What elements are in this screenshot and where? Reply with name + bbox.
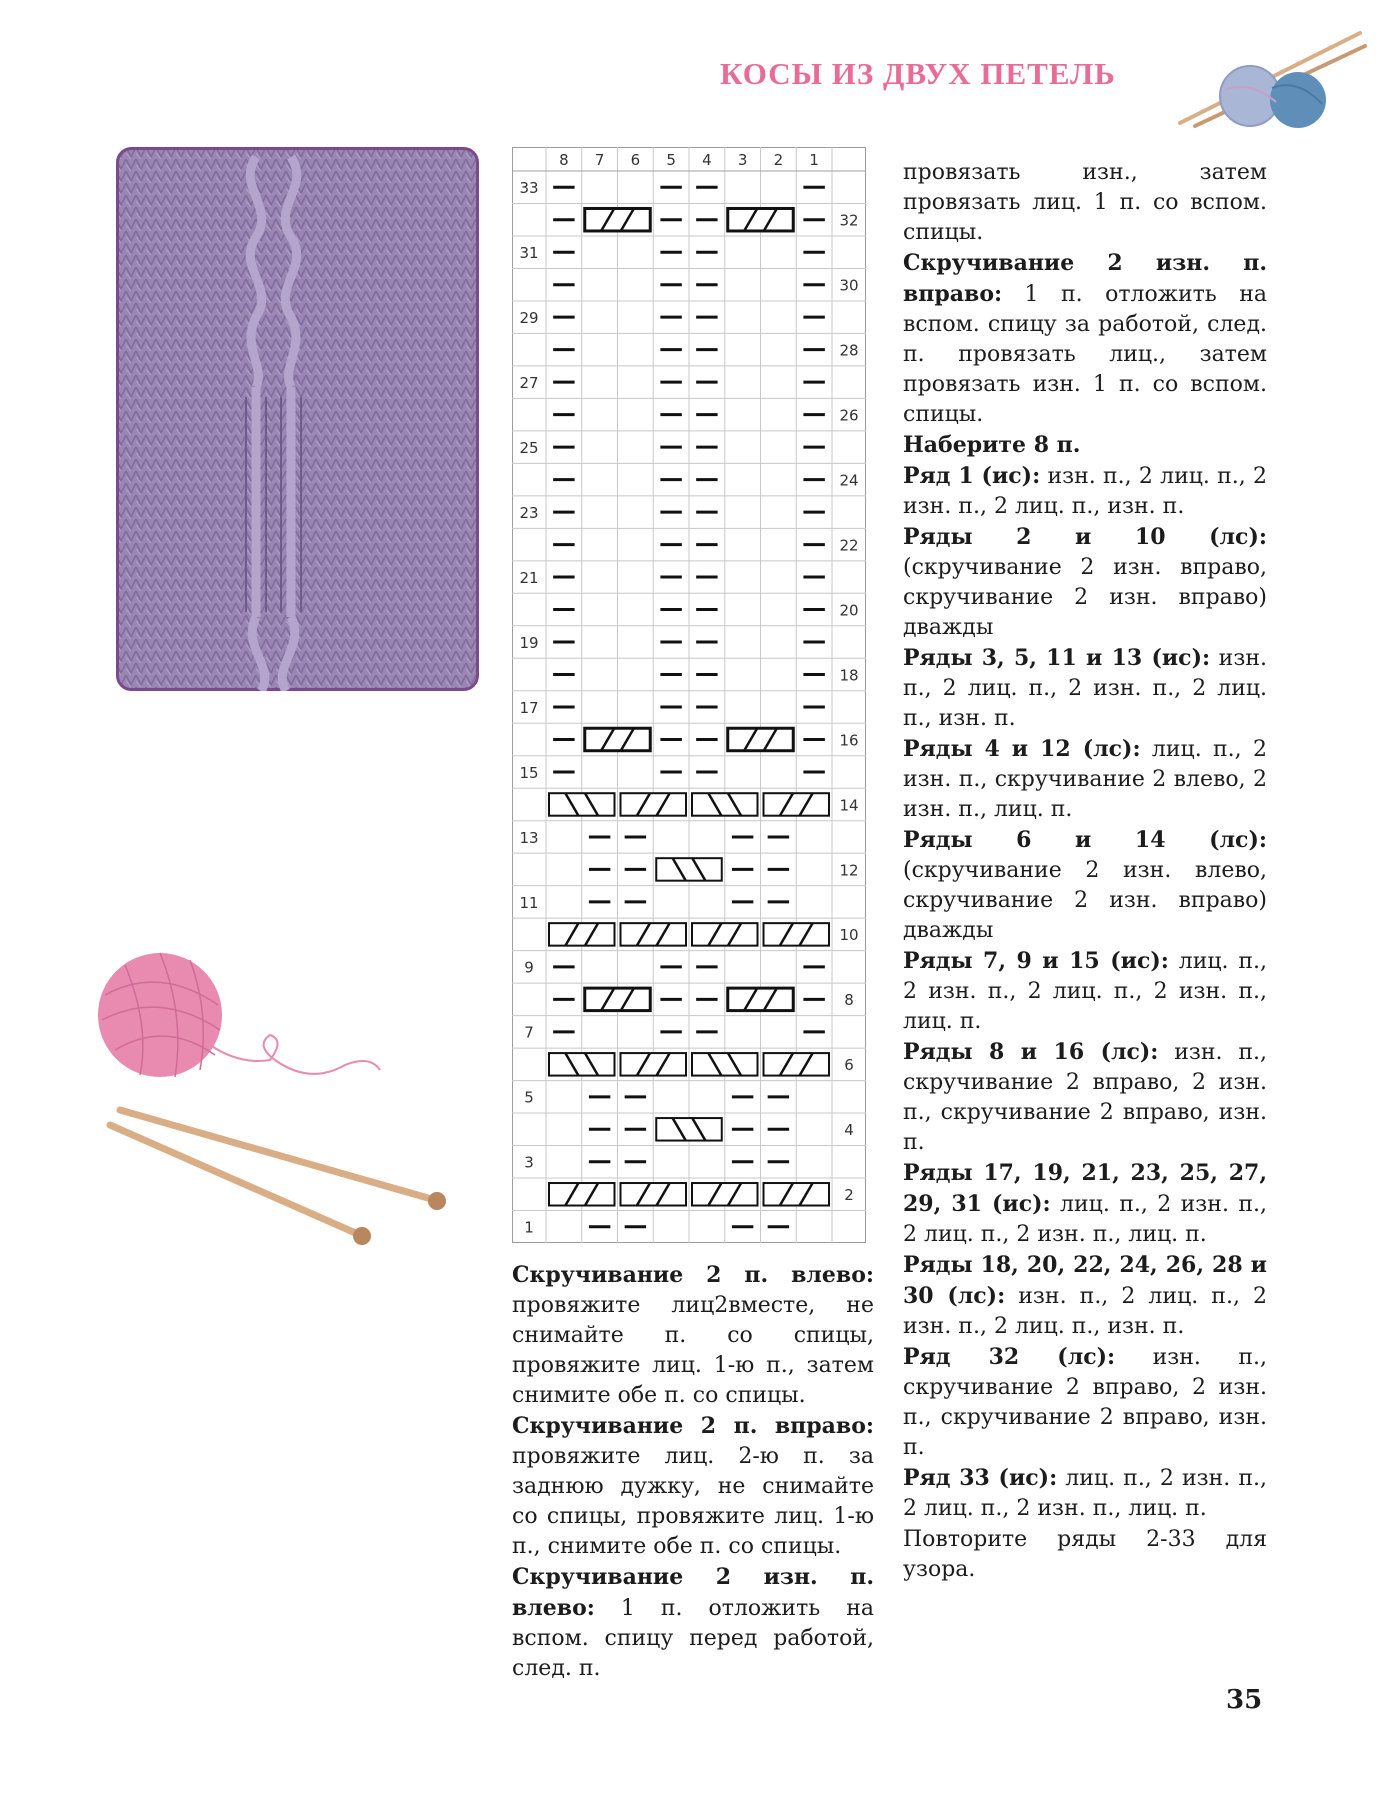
paragraph-rows-7-15: Ряды 7, 9 и 15 (ис): лиц. п., 2 изн. п., 2 лиц. п., 2 изн. п., лиц. п. [903, 948, 1267, 1034]
paragraph-purl-twist-left: Скручивание 2 изн. п. влево: 1 п. отложить на вспом. спицу перед работой, след. п. [512, 1564, 874, 1681]
page-number: 35 [1226, 1685, 1263, 1715]
twist-symbol [692, 793, 758, 815]
chart-row-number: 4 [844, 1121, 854, 1140]
chart-row-number: 15 [519, 763, 539, 782]
chart-row-number: 19 [519, 633, 539, 652]
chart-row-number: 17 [519, 698, 539, 717]
chart-row-number: 23 [519, 503, 539, 522]
chart-column-number: 4 [702, 151, 712, 169]
chart-row-number: 29 [519, 309, 539, 328]
chart-row-number: 26 [839, 406, 859, 425]
chart-row-number: 25 [519, 438, 539, 457]
twist-symbol [728, 208, 794, 230]
chart-column-number: 3 [737, 151, 748, 169]
paragraph-rows-18-30: Ряды 18, 20, 22, 24, 26, 28 и 30 (лс): изн. п., 2 лиц. п., 2 изн. п., 2 лиц. п., изн. п. [903, 1252, 1267, 1339]
right-text-column [903, 157, 1267, 1585]
twist-symbol [656, 1118, 722, 1140]
paragraph-repeat: Повторите ряды 2-33 для узора. [903, 1527, 1267, 1582]
knit-swatch-photo [116, 147, 479, 691]
paragraph-rows-6-14: Ряды 6 и 14 (лс): (скручивание 2 изн. влево, скручивание 2 изн. вправо) дважды [903, 827, 1267, 943]
chart-row-number: 14 [839, 796, 859, 815]
twist-symbol [585, 988, 651, 1010]
chart-row-number: 10 [839, 926, 859, 945]
paragraph-twist-right: Скручивание 2 п. вправо: провяжите лиц. 2-ю п. за заднюю дужку, не снимайте со спицы, провяжите лиц. 1-ю п., снимите обе п. со спицы. [512, 1413, 874, 1559]
chart-row-number: 20 [839, 601, 859, 620]
twist-symbol [764, 923, 830, 945]
chart-row-number: 33 [519, 179, 539, 198]
twist-symbol [621, 923, 687, 945]
twist-symbol [549, 793, 615, 815]
twist-symbol [585, 208, 651, 230]
twist-symbol [692, 923, 758, 945]
chart-row-number: 32 [839, 211, 859, 230]
twist-symbol [764, 1183, 830, 1205]
chart-row-number: 22 [839, 536, 859, 555]
chart-row-number: 12 [839, 861, 859, 880]
chart-column-number: 7 [594, 151, 605, 169]
paragraph-cast-on: Наберите 8 п. [903, 432, 1081, 458]
paragraph-row-32: Ряд 32 (лс): изн. п., скручивание 2 вправо, 2 изн. п., скручивание 2 вправо, изн. п. [903, 1344, 1267, 1460]
chart-row-number: 28 [839, 341, 859, 360]
paragraph-row-1: Ряд 1 (ис): изн. п., 2 лиц. п., 2 изн. п., 2 лиц. п., изн. п. [903, 463, 1267, 519]
twist-symbol [692, 1053, 758, 1075]
paragraph-continuation: провязать изн., затем провязать лиц. 1 п. со вспом. спицы. [903, 160, 1267, 245]
paragraph-rows-2-10: Ряды 2 и 10 (лс): (скручивание 2 изн. вправо, скручивание 2 изн. вправо) дважды [903, 524, 1267, 640]
chart-row-number: 8 [844, 991, 854, 1010]
paragraph-rows-4-12: Ряды 4 и 12 (лс): лиц. п., 2 изн. п., скручивание 2 влево, 2 изн. п., лиц. п. [903, 736, 1267, 822]
twist-symbol [764, 1053, 830, 1075]
pink-yarn-ball-with-needles-icon [80, 935, 460, 1255]
chart-row-number: 6 [844, 1056, 854, 1075]
chart-row-number: 30 [839, 276, 859, 295]
paragraph-row-33: Ряд 33 (ис): лиц. п., 2 изн. п., 2 лиц. п., 2 изн. п., лиц. п. [903, 1465, 1268, 1521]
paragraph-purl-twist-right: Скручивание 2 изн. п. вправо: 1 п. отложить на вспом. спицу за работой, след. п. провязать лиц., затем провязать изн. 1 п. со вспом. спицы. [903, 250, 1267, 427]
chart-row-number: 7 [524, 1023, 534, 1042]
chart-row-number: 2 [844, 1186, 854, 1205]
twist-symbol [549, 1053, 615, 1075]
twist-symbol [549, 1183, 615, 1205]
chart-column-number: 2 [773, 151, 784, 169]
chart-row-number: 16 [839, 731, 859, 750]
twist-symbol [728, 988, 794, 1010]
knitting-chart [512, 147, 866, 1243]
paragraph-twist-left: Скручивание 2 п. влево: провяжите лиц2вместе, не снимайте п. со спицы, провяжите лиц. 1-ю п., затем снимите обе п. со спицы. [512, 1262, 874, 1408]
chart-row-number: 24 [839, 471, 859, 490]
twist-symbol [585, 728, 651, 750]
left-text-column [512, 1260, 874, 1684]
yarn-balls-icon [1170, 18, 1370, 128]
twist-symbol [621, 1053, 687, 1075]
twist-symbol [764, 793, 830, 815]
twist-symbol [656, 858, 722, 880]
twist-symbol [549, 923, 615, 945]
chart-row-number: 27 [519, 373, 539, 392]
paragraph-rows-17-31: Ряды 17, 19, 21, 23, 25, 27, 29, 31 (ис): лиц. п., 2 изн. п., 2 лиц. п., 2 изн. п., лиц. п. [903, 1160, 1267, 1247]
chart-row-number: 5 [524, 1088, 534, 1107]
twist-symbol [728, 728, 794, 750]
page-title: КОСЫ ИЗ ДВУХ ПЕТЕЛЬ [720, 56, 1116, 91]
chart-row-number: 18 [839, 666, 859, 685]
chart-row-number: 11 [519, 893, 539, 912]
chart-row-number: 31 [519, 244, 539, 263]
paragraph-rows-8-16: Ряды 8 и 16 (лс): изн. п., скручивание 2 вправо, 2 изн. п., скручивание 2 вправо, изн. п. [903, 1039, 1267, 1155]
twist-symbol [692, 1183, 758, 1205]
chart-column-number: 5 [666, 151, 676, 169]
twist-symbol [621, 793, 687, 815]
chart-row-number: 9 [524, 958, 534, 977]
chart-row-number: 13 [519, 828, 539, 847]
paragraph-rows-3-13: Ряды 3, 5, 11 и 13 (ис): изн. п., 2 лиц. п., 2 изн. п., 2 лиц. п., изн. п. [903, 645, 1268, 731]
chart-column-number: 6 [630, 151, 641, 169]
chart-row-number: 1 [524, 1218, 534, 1237]
chart-row-number: 3 [524, 1153, 534, 1172]
chart-column-number: 1 [809, 151, 819, 169]
chart-column-number: 8 [559, 151, 569, 169]
chart-row-number: 21 [519, 568, 539, 587]
twist-symbol [621, 1183, 687, 1205]
